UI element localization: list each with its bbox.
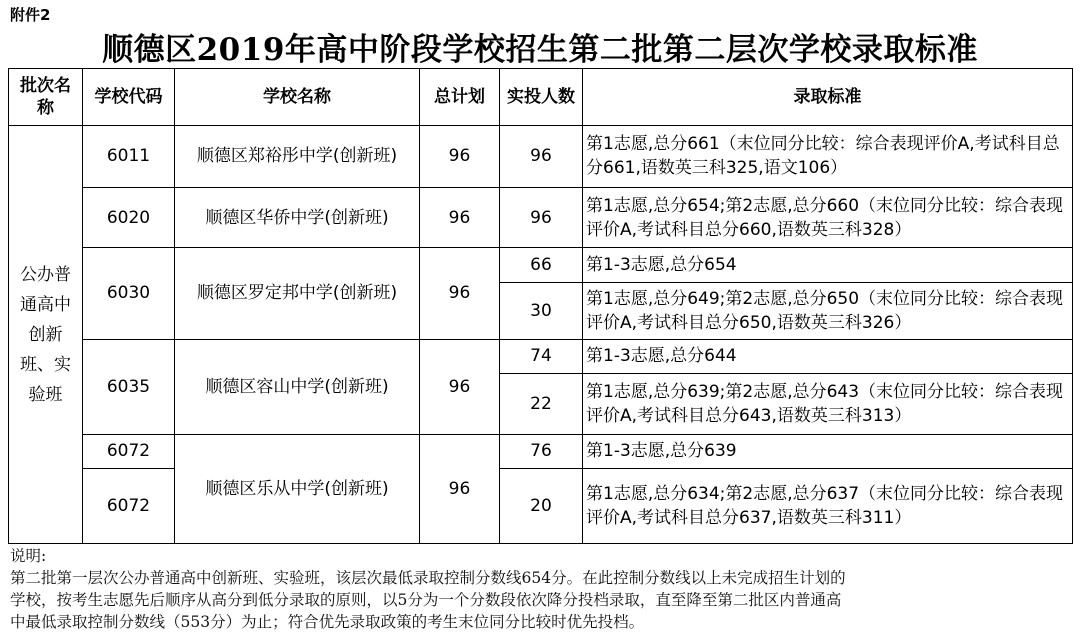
admission-table (8, 68, 1073, 544)
school-code-cell: 6020 (83, 187, 175, 248)
school-name-cell: 顺德区容山中学(创新班) (175, 339, 420, 434)
standard-cell: 第1志愿,总分649;第2志愿,总分650（末位同分比较：综合表现评价A,考试科目总分650,语数英三科326） (583, 282, 1073, 339)
standard-cell: 第1-3志愿,总分654 (583, 248, 1073, 282)
batch-name-cell: 公办普通高中创新班、实验班 (9, 126, 83, 544)
notes-line: 学校，按考生志愿先后顺序从高分到低分录取的原则，以5分为一个分数段依次降分投档录取，直至降至第二批区内普通高 (10, 591, 842, 609)
plan-cell: 96 (420, 434, 500, 543)
school-code-cell: 6011 (83, 126, 175, 188)
col-header-code: 学校代码 (83, 69, 175, 126)
school-code-cell: 6072 (83, 469, 175, 544)
school-name-cell: 顺德区罗定邦中学(创新班) (175, 248, 420, 339)
standard-cell: 第1志愿,总分661（末位同分比较：综合表现评价A,考试科目总分661,语数英三科325,语文106） (583, 126, 1073, 188)
table-header-row (9, 69, 1073, 126)
notes-label: 说明: (10, 547, 47, 565)
school-code-cell: 6035 (83, 339, 175, 434)
count-cell: 76 (500, 434, 583, 468)
standard-cell: 第1-3志愿,总分644 (583, 339, 1073, 373)
table-row (9, 126, 1073, 188)
standard-cell: 第1志愿,总分634;第2志愿,总分637（末位同分比较：综合表现评价A,考试科目总分637,语数英三科311） (583, 469, 1073, 544)
standard-cell: 第1志愿,总分654;第2志愿,总分660（末位同分比较：综合表现评价A,考试科目总分660,语数英三科328） (583, 187, 1073, 248)
table-row (9, 248, 1073, 282)
col-header-plan: 总计划 (420, 69, 500, 126)
count-cell: 66 (500, 248, 583, 282)
document-title: 顺德区2019年高中阶段学校招生第二批第二层次学校录取标准 (102, 32, 978, 68)
plan-cell: 96 (420, 187, 500, 248)
school-name-cell: 顺德区华侨中学(创新班) (175, 187, 420, 248)
school-name-cell: 顺德区乐从中学(创新班) (175, 434, 420, 543)
table-row (9, 339, 1073, 373)
col-header-count: 实投人数 (500, 69, 583, 126)
school-name-cell: 顺德区郑裕彤中学(创新班) (175, 126, 420, 188)
count-cell: 20 (500, 469, 583, 544)
col-header-standard: 录取标准 (583, 69, 1073, 126)
plan-cell: 96 (420, 248, 500, 339)
standard-cell: 第1-3志愿,总分639 (583, 434, 1073, 468)
school-code-cell: 6072 (83, 434, 175, 468)
count-cell: 22 (500, 373, 583, 434)
attachment-label: 附件2 (10, 6, 51, 24)
notes-section (10, 545, 1072, 633)
plan-cell: 96 (420, 339, 500, 434)
col-header-batch: 批次名称 (9, 69, 83, 126)
count-cell: 74 (500, 339, 583, 373)
count-cell: 96 (500, 126, 583, 188)
table-row (9, 187, 1073, 248)
notes-line: 中最低录取控制分数线（553分）为止；符合优先录取政策的考生末位同分比较时优先投档。 (10, 613, 645, 631)
col-header-name: 学校名称 (175, 69, 420, 126)
notes-line: 第二批第一层次公办普通高中创新班、实验班，该层次最低录取控制分数线654分。在此控制分数线以上未完成招生计划的 (10, 569, 846, 587)
table-row (9, 469, 1073, 544)
standard-cell: 第1志愿,总分639;第2志愿,总分643（末位同分比较：综合表现评价A,考试科目总分643,语数英三科313） (583, 373, 1073, 434)
table-row (9, 434, 1073, 468)
count-cell: 30 (500, 282, 583, 339)
count-cell: 96 (500, 187, 583, 248)
school-code-cell: 6030 (83, 248, 175, 339)
plan-cell: 96 (420, 126, 500, 188)
